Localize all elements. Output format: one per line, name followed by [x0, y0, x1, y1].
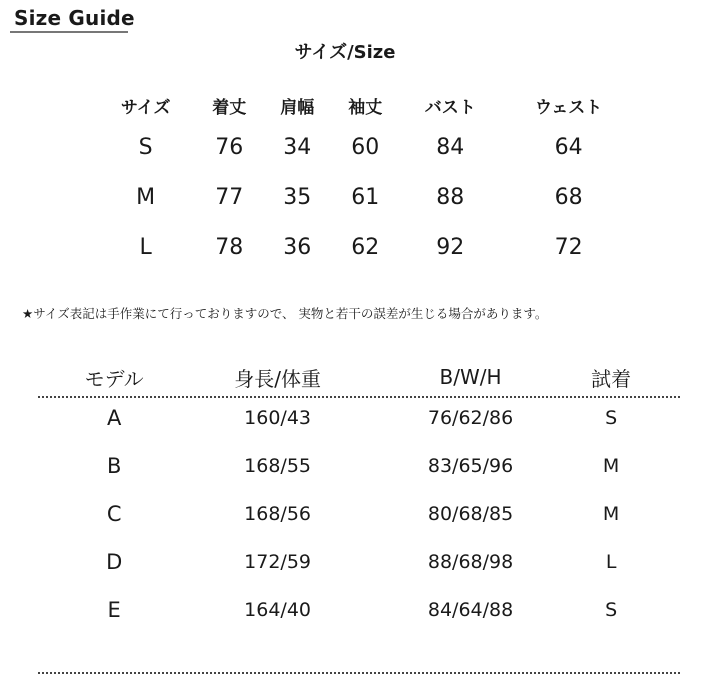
table-cell: L — [139, 234, 152, 260]
size-row-l — [96, 222, 636, 272]
model-chart-header-row — [48, 360, 656, 394]
fitting-size-col-header: 試着 — [591, 366, 632, 391]
table-cell: 76/62/86 — [427, 407, 514, 429]
table-cell: S — [605, 407, 618, 429]
table-cell: 60 — [351, 134, 380, 160]
table-cell: 84 — [436, 134, 465, 160]
table-cell: 72 — [554, 234, 583, 260]
bwh-col-header: B/W/H — [439, 365, 502, 389]
table-cell: 61 — [351, 184, 380, 210]
size-col-header: サイズ — [120, 97, 171, 118]
table-cell: 92 — [436, 234, 465, 260]
table-cell: 35 — [283, 184, 312, 210]
dotted-divider-bottom — [38, 672, 680, 674]
table-cell: 83/65/96 — [427, 455, 514, 477]
table-cell: S — [138, 134, 153, 160]
dotted-divider-top — [38, 396, 680, 398]
shoulder-col-header: 肩幅 — [280, 97, 315, 118]
table-cell: B — [106, 454, 122, 478]
page-title: Size Guide — [14, 6, 135, 30]
model-row-b — [48, 442, 656, 490]
table-cell: 88/68/98 — [427, 551, 514, 573]
table-cell: S — [605, 599, 618, 621]
height-weight-col-header: 身長/体重 — [234, 366, 321, 391]
table-cell: 64 — [554, 134, 583, 160]
table-cell: 172/59 — [244, 551, 311, 573]
table-cell: E — [107, 598, 121, 622]
table-cell: 34 — [283, 134, 312, 160]
bust-col-header: バスト — [424, 97, 476, 118]
table-cell: 164/40 — [244, 599, 311, 621]
model-chart-table — [48, 360, 656, 634]
table-cell: 77 — [215, 184, 244, 210]
size-chart-header-row — [96, 88, 636, 122]
table-cell: 168/56 — [244, 503, 311, 525]
sleeve-col-header: 袖丈 — [348, 97, 383, 118]
table-cell: L — [605, 551, 617, 573]
model-col-header: モデル — [84, 366, 144, 391]
table-cell: 168/55 — [244, 455, 311, 477]
table-cell: 76 — [215, 134, 244, 160]
table-cell: 68 — [554, 184, 583, 210]
length-col-header: 着丈 — [212, 97, 247, 118]
table-cell: 88 — [436, 184, 465, 210]
model-row-e — [48, 586, 656, 634]
table-cell: D — [106, 550, 123, 574]
table-cell: C — [106, 502, 122, 526]
title-underline — [10, 31, 128, 33]
size-chart-heading: サイズ/Size — [294, 42, 396, 63]
table-cell: M — [602, 455, 620, 477]
size-row-s — [96, 122, 636, 172]
model-row-c — [48, 490, 656, 538]
model-row-a — [48, 394, 656, 442]
table-cell: 78 — [215, 234, 244, 260]
table-cell: M — [136, 184, 156, 210]
table-cell: M — [602, 503, 620, 525]
sizing-disclaimer-note: ★サイズ表記は手作業にて行っておりますので、 実物と若干の誤差が生じる場合があります。 — [22, 306, 548, 321]
waist-col-header: ウェスト — [534, 97, 603, 118]
table-cell: 36 — [283, 234, 312, 260]
size-chart-table — [96, 88, 636, 272]
table-cell: 80/68/85 — [427, 503, 514, 525]
model-row-d — [48, 538, 656, 586]
table-cell: 84/64/88 — [427, 599, 514, 621]
table-cell: A — [106, 406, 122, 430]
table-cell: 160/43 — [244, 407, 311, 429]
table-cell: 62 — [351, 234, 380, 260]
size-row-m — [96, 172, 636, 222]
